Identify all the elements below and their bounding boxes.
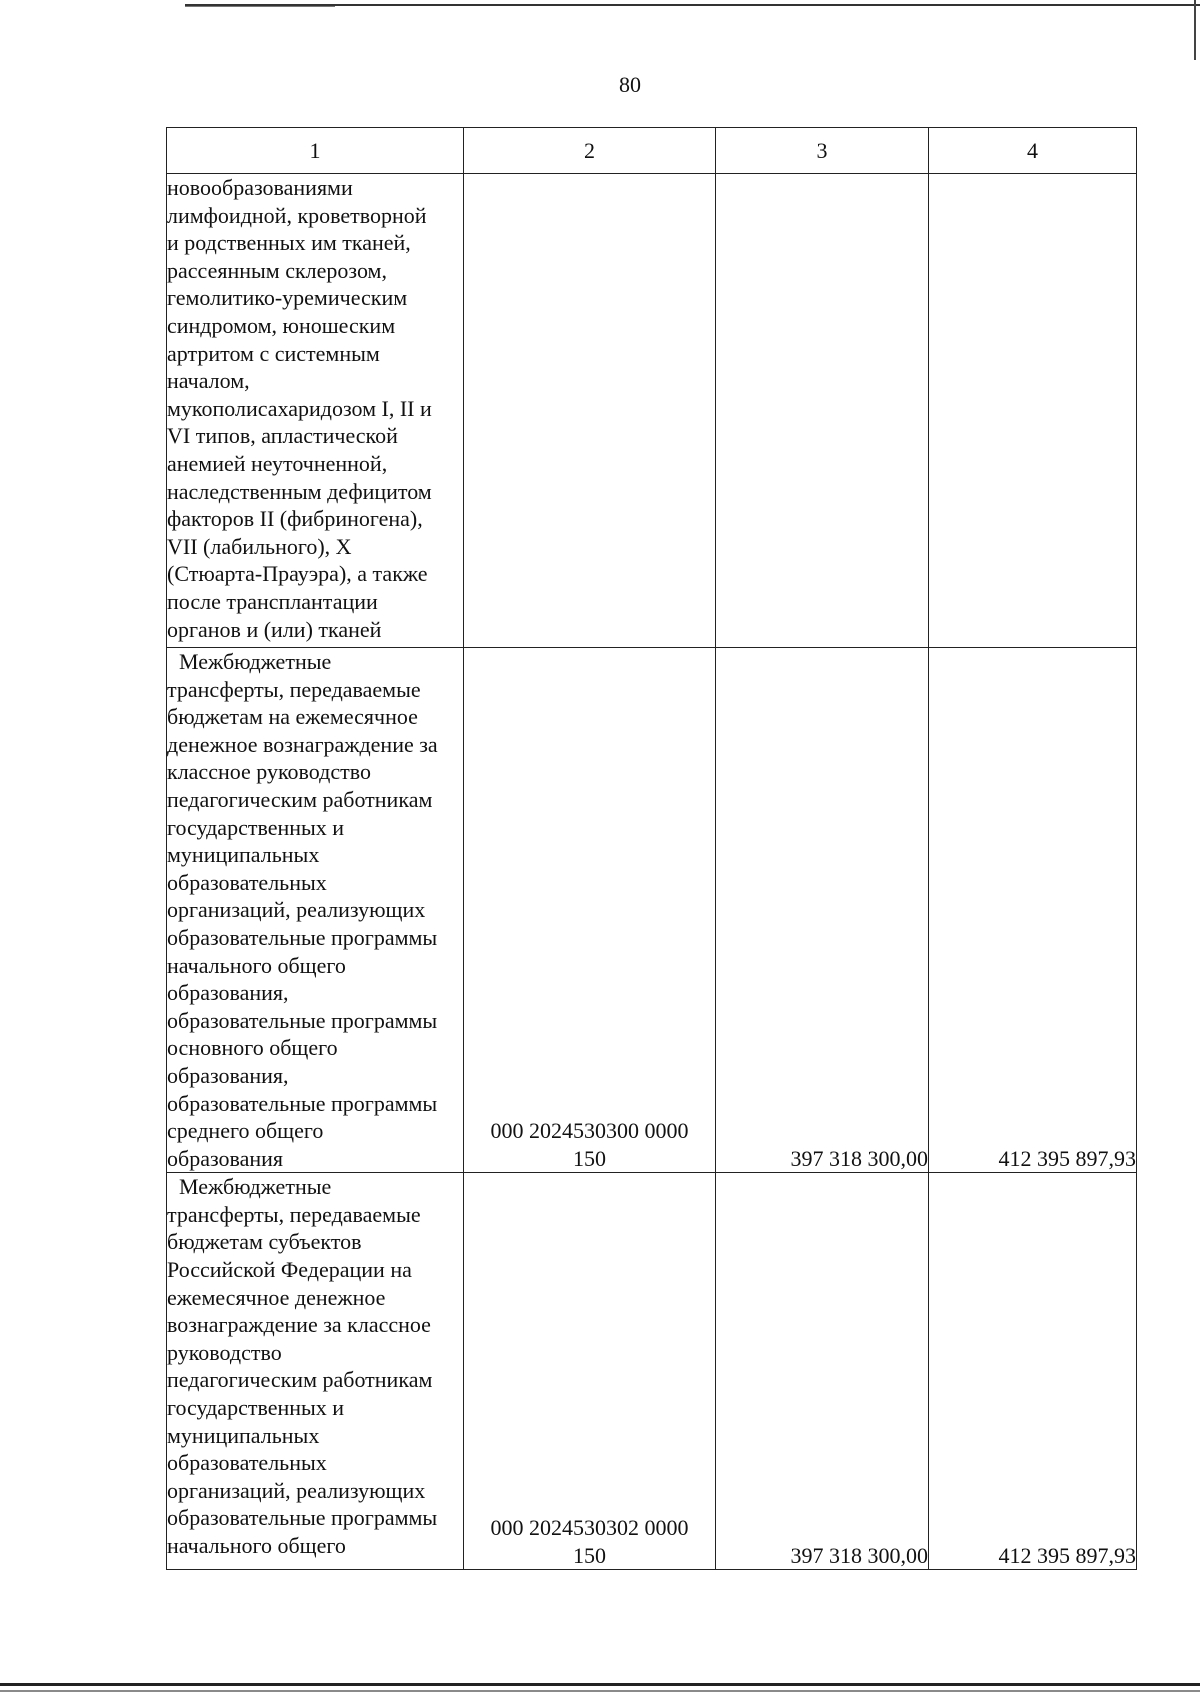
table-row [167,174,1137,648]
row-value-3: 397 318 300,00 [716,1173,929,1570]
scan-border-bottom-gray [0,1690,1200,1692]
row-description-text: Межбюджетные трансферты, передаваемые бюджетам на ежемесячное денежное вознаграждение за классное руководство педагогическим работникам государственных и муниципальных образовательных организаций, реализующих образовательные программы начального общего образования, образовательные программы основного общего образования, образовательные программы среднего общего образования [167,649,438,1171]
row-value-4: 412 395 897,93 [929,1173,1137,1570]
table-row [167,1173,1137,1570]
row-value-3 [716,174,929,648]
scan-border-top [185,4,1200,6]
scan-border-bottom [0,1683,1200,1686]
row-description [167,1173,464,1570]
table-header-row [167,128,1137,174]
row-value-4 [929,174,1137,648]
row-code [464,174,716,648]
page-number: 80 [619,72,641,97]
scan-border-top-thin [185,6,335,7]
row-value-4: 412 395 897,93 [929,648,1137,1173]
scan-border-right [1194,0,1196,60]
column-header-3: 3 [716,128,929,174]
row-description [167,648,464,1173]
row-description-text: Межбюджетные трансферты, передаваемые бюджетам субъектов Российской Федерации на ежемесячное денежное вознаграждение за классное руководство педагогическим работникам государственных и муниципальных образовательных организаций, реализующих образовательные программы начального общего [167,1174,438,1558]
row-description: новообразованиями лимфоидной, кроветворной и родственных им тканей, рассеянным склерозом, гемолитико-уремическим синдромом, юношеским артритом с системным началом, мукополисахаридозом I, II и VI типов, апластической анемией неуточненной, наследственным дефицитом факторов II (фибриногена), VII (лабильного), X (Стюарта-Прауэра), а также после трансплантации органов и (или) тканей [167,174,464,648]
table-row [167,648,1137,1173]
column-header-2: 2 [464,128,716,174]
row-value-3: 397 318 300,00 [716,648,929,1173]
row-code: 000 2024530300 0000 150 [464,648,716,1173]
row-code: 000 2024530302 0000 150 [464,1173,716,1570]
column-header-4: 4 [929,128,1137,174]
budget-table [166,127,1137,1570]
column-header-1: 1 [167,128,464,174]
